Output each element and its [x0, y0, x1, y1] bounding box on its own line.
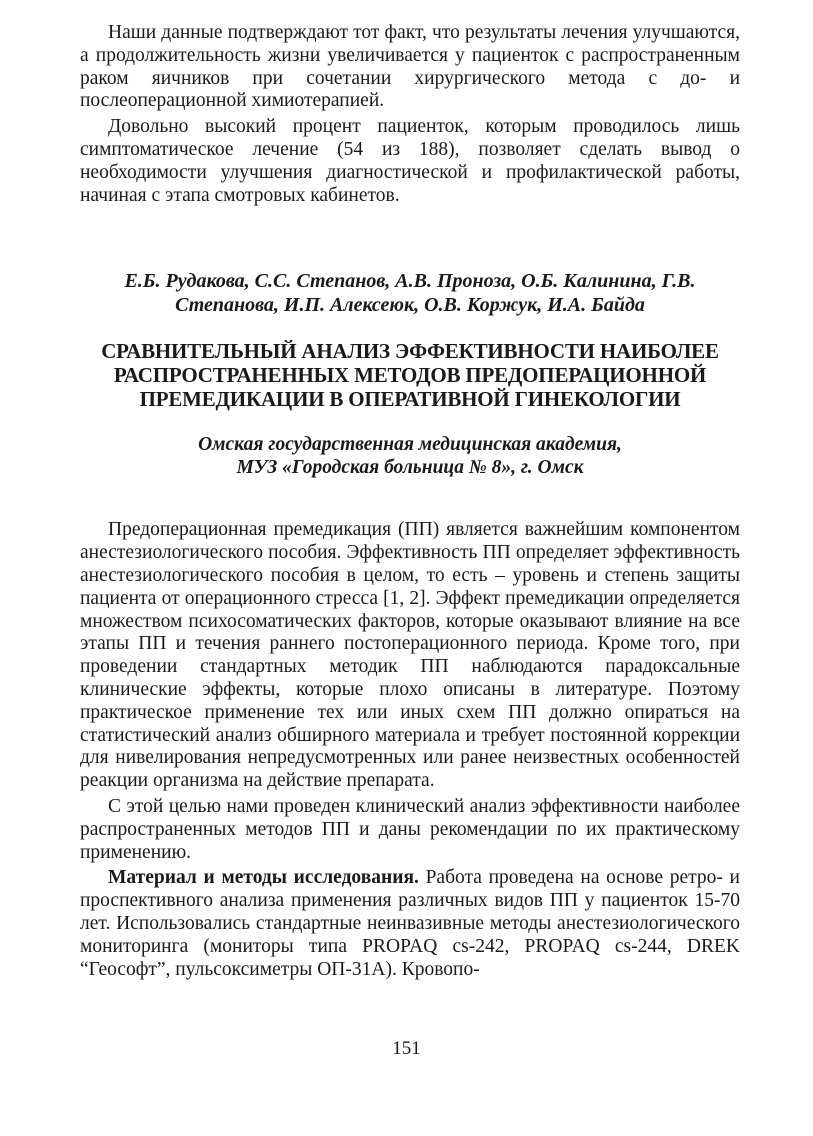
section-spacer [80, 207, 740, 269]
intro-paragraph-2: Довольно высокий процент пациенток, которым проводилось лишь симптоматическое лечение (54 из 188), позволяет сделать вывод о необходимости улучшения диагностической и профилактической работы, начиная с этапа смотровых кабинетов. [80, 116, 740, 206]
authors-line-2: Степанова, И.П. Алексеюк, О.В. Коржук, И.А. Байда [175, 294, 645, 317]
authors-line-1: Е.Б. Рудакова, С.С. Степанов, А.В. Проноза, О.Б. Калинина, Г.В. [124, 270, 696, 293]
article-authors [80, 269, 740, 317]
methods-heading: Материал и методы исследования. [108, 867, 419, 889]
title-line-1: СРАВНИТЕЛЬНЫЙ АНАЛИЗ ЭФФЕКТИВНОСТИ НАИБОЛЕЕ [101, 339, 719, 364]
body-paragraph-1: Предоперационная премедикация (ПП) является важнейшим компонентом анестезиологического пособия. Эффективность ПП определяет эффективность анестезиологического пособия в целом, то есть – уровень и степень защиты пациента от операционного стресса [1, 2]. Эффект премедикации определяется множеством психосоматических факторов, которые оказывают влияние на все этапы ПП и течения раннего постоперационного периода. Кроме того, при проведении стандартных методик ПП наблюдаются парадоксальные клинические эффекты, которые плохо описаны в литературе. Поэтому практическое применение тех или иных схем ПП должно опираться на статистический анализ обширного материала и требует постоянной коррекции для нивелирования непредусмотренных или ранее неизвестных особенностей реакции организма на действие препарата. [80, 519, 740, 792]
body-paragraph-2: С этой целью нами проведен клинический анализ эффективности наиболее распространенных методов ПП и даны рекомендации по их практическому применению. [80, 795, 740, 863]
page-content [80, 22, 740, 981]
affiliation-line-1: Омская государственная медицинская академия, [198, 434, 622, 456]
affiliation-line-2: МУЗ «Городская больница № 8», г. Омск [236, 457, 584, 479]
body-paragraph-methods [80, 867, 740, 981]
article-affiliation [80, 433, 740, 479]
title-line-3: ПРЕМЕДИКАЦИИ В ОПЕРАТИВНОЙ ГИНЕКОЛОГИИ [139, 387, 681, 412]
title-line-2: РАСПРОСТРАНЕННЫХ МЕТОДОВ ПРЕДОПЕРАЦИОННОЙ [113, 363, 707, 388]
article-body [80, 519, 740, 981]
methods-text: Работа проведена на основе ретро- и проспективного анализа применения различных видов ПП у пациенток 15-70 лет. Использовались стандартные неинвазивные методы анестезиологического мониторинга (мониторы типа PROPAQ cs-242, PROPAQ cs-244, DREK “Геософт”, пульсоксиметры ОП-31А). Кровопо- [80, 867, 740, 980]
article-title [80, 339, 740, 411]
page-number: 151 [392, 1038, 421, 1059]
article-header [80, 269, 740, 479]
intro-paragraph-1: Наши данные подтверждают тот факт, что результаты лечения улучшаются, а продолжительность жизни увеличивается у пациенток с распространенным раком яичников при сочетании хирургического метода с до- и послеоперационной химиотерапией. [80, 22, 740, 112]
